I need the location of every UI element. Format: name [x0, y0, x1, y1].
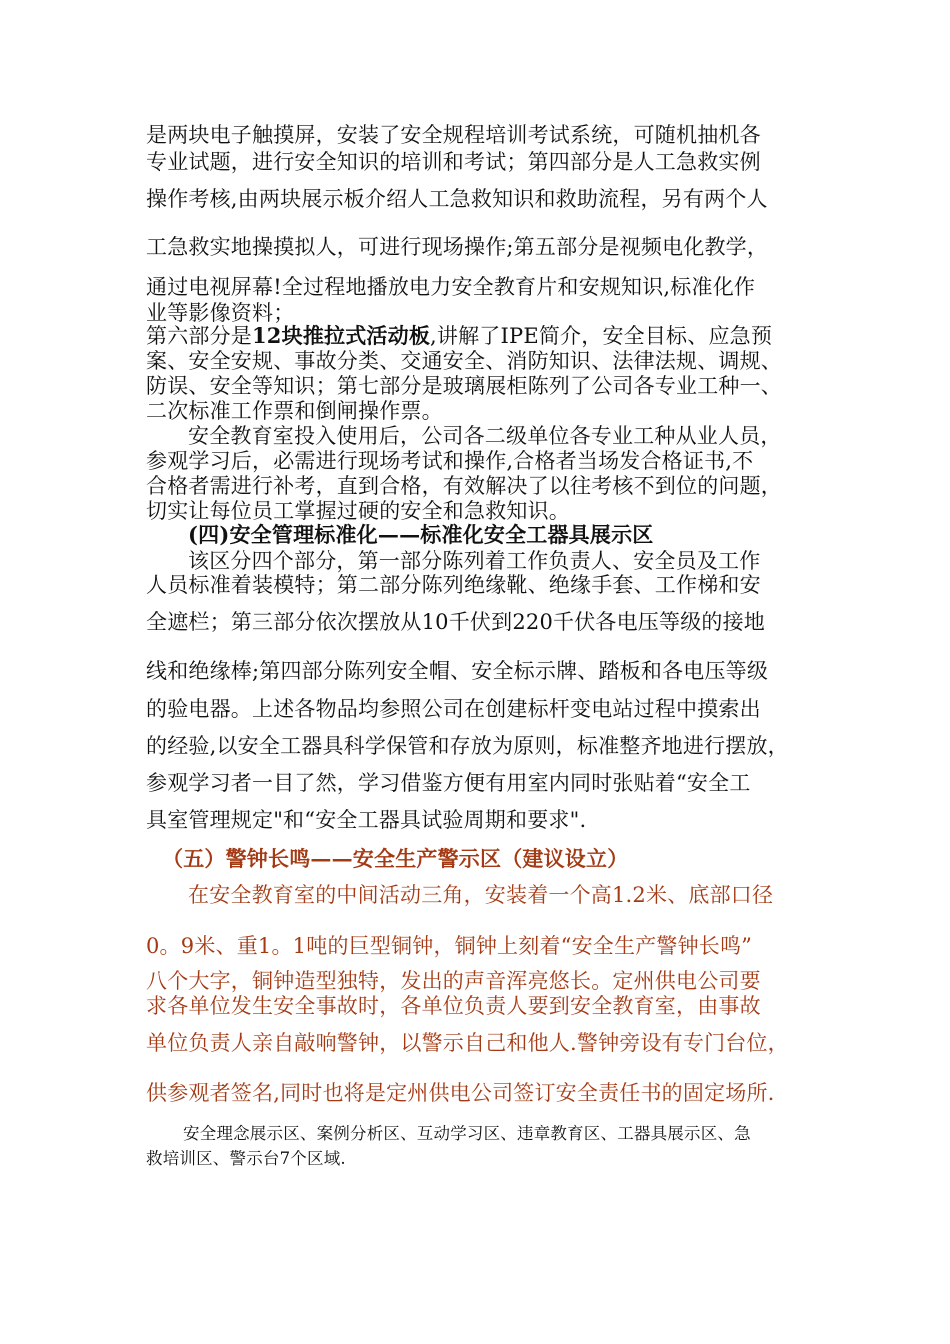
text-line: 合格者需进行补考，直到合格，有效解决了以往考核不到位的问题， [146, 474, 782, 498]
text-line: 防误、安全等知识；第七部分是玻璃展柜陈列了公司各专业工种一、 [146, 374, 782, 398]
text-line: 业等影像资料； [146, 301, 295, 325]
text-line: 参观学习后，必需进行现场考试和操作,合格者当场发合格证书,不 [146, 449, 754, 473]
text-line: 全遮栏；第三部分依次摆放从10千伏到220千伏各电压等级的接地 [146, 610, 766, 634]
text-line: 专业试题，进行安全知识的培训和考试；第四部分是人工急救实例 [146, 150, 761, 174]
text-line: 安全教育室投入使用后，公司各二级单位各专业工种从业人员， [188, 424, 782, 448]
text-line: 二次标准工作票和倒闸操作票。 [146, 399, 443, 423]
text-line: 求各单位发生安全事故时，各单位负责人要到安全教育室，由事故 [146, 994, 761, 1018]
text-line: 操作考核,由两块展示板介绍人工急救知识和救助流程，另有两个人 [146, 187, 768, 211]
text-line: 的验电器。上述各物品均参照公司在创建标杆变电站过程中摸索出 [146, 697, 761, 721]
text-line: 通过电视屏幕!全过程地播放电力安全教育片和安规知识,标准化作 [146, 275, 756, 299]
text-line: 供参观者签名,同时也将是定州供电公司签订安全责任书的固定场所. [146, 1081, 775, 1105]
text-line: 线和绝缘棒;第四部分陈列安全帽、安全标示牌、踏板和各电压等级 [146, 659, 769, 683]
section-heading: （五）警钟长鸣——安全生产警示区（建议设立） [162, 846, 629, 871]
text-line: 单位负责人亲自敲响警钟，以警示自己和他人.警钟旁设有专门台位， [146, 1031, 789, 1055]
text-line: 切实让每位员工掌握过硬的安全和急救知识。 [146, 499, 570, 523]
text-line: 人员标准着装模特；第二部分陈列绝缘靴、绝缘手套、工作梯和安 [146, 573, 761, 597]
text-line: 该区分四个部分，第一部分陈列着工作负责人、安全员及工作 [188, 549, 761, 573]
text-line: 案、安全安规、事故分类、交通安全、消防知识、法律法规、调规、 [146, 349, 782, 373]
text-line [146, 323, 772, 349]
section-heading: (四)安全管理标准化——标准化安全工器具展示区 [188, 522, 654, 547]
text-line: 0。9米、重1。1吨的巨型铜钟，铜钟上刻着“安全生产警钟长鸣” [146, 934, 753, 958]
text-line: 工急救实地操摸拟人，可进行现场操作;第五部分是视频电化教学， [146, 235, 769, 259]
text-line: 的经验,以安全工器具科学保管和存放为原则，标准整齐地进行摆放， [146, 734, 789, 758]
text-line: 参观学习者一目了然，学习借鉴方便有用室内同时张贴着“安全工 [146, 771, 751, 795]
text-span: ,讲解了IPE简介，安全目标、应急预 [430, 324, 773, 348]
emphasis-text: 12块推拉式活动板 [252, 323, 431, 348]
text-line: 八个大字，铜钟造型独特，发出的声音浑亮悠长。定州供电公司要 [146, 969, 761, 993]
text-line: 具室管理规定"和“安全工器具试验周期和要求". [146, 808, 587, 832]
text-line: 安全理念展示区、案例分析区、互动学习区、违章教育区、工器具展示区、急 [183, 1124, 751, 1143]
text-line: 在安全教育室的中间活动三角，安装着一个高1.2米、底部口径 [188, 883, 774, 907]
text-line: 是两块电子触摸屏，安装了安全规程培训考试系统，可随机抽机各 [146, 123, 761, 147]
text-line: 救培训区、警示台7个区域. [146, 1149, 346, 1168]
text-span: 第六部分是 [146, 324, 252, 348]
